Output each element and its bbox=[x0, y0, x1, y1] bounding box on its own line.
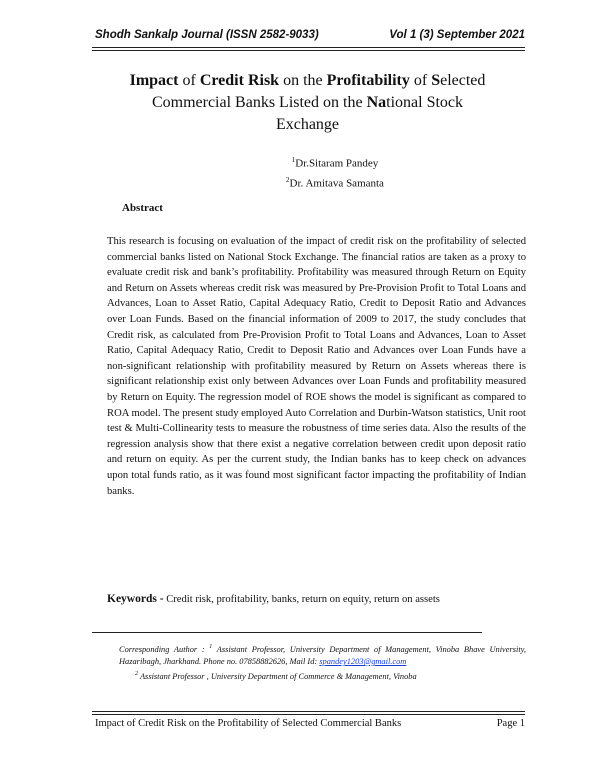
keywords-text: Credit risk, profitability, banks, return on equity, return on assets bbox=[163, 594, 440, 605]
keywords bbox=[107, 591, 526, 608]
footer-title: Impact of Credit Risk on the Profitability of Selected Commercial Banks bbox=[95, 718, 402, 729]
footer-rule bbox=[92, 714, 525, 715]
abstract-text: This research is focusing on evaluation of the impact of credit risk on the profitability of selected commercial banks listed on National Stock Exchange. The financial ratios are taken as a proxy to evaluate credit risk and bank’s profitability. Profitability was measured through Return on Equity and Return on Assets whereas credit risk was measured by Pre-Provision Profit to Total Loans and Advances, Loan to Asset Ratio, Capital Adequacy Ratio, Credit to Deposit Ratio and Advances over Loan Funds. Based on the financial information of 2009 to 2017, the study concludes that Credit risk, as calculated from Pre-Provision Profit to Total Loans and Advances, Loan to Asset Ratio, Capital Adequacy Ratio, Credit to Deposit Ratio and Advances over Loan Funds have a non-significant relationship with profitability measured by Return on Assets whereas there is significant relationship exist only between Advances over Loan Funds and profitability measured by Return on Equity. The regression model of ROE shows the model is significant as compared to ROA model. The present study employed Auto Correlation and Durbin-Watson statistics, Unit root test & Multi-Collinearity tests to measure the robustness of time series data. Also the results of the regression analysis show that there exist a negative correlation between credit upon deposit ratio and return on equity. As per the current study, the Indian banks has to keep check on advances upon total funds ratio, as it was found most significant factor impacting the profitability of Indian banks. bbox=[107, 236, 526, 497]
journal-name: Shodh Sankalp Journal (ISSN 2582-9033) bbox=[95, 29, 319, 41]
page-number: Page 1 bbox=[496, 718, 525, 729]
header-rule bbox=[92, 47, 525, 48]
header-rule-thin bbox=[92, 50, 525, 51]
running-header bbox=[95, 29, 525, 49]
abstract-heading: Abstract bbox=[122, 202, 163, 214]
author-email-link[interactable]: spandey1203@gmail.com bbox=[319, 657, 407, 666]
footnote-1: Corresponding Author : $^1$ Assistant Professor, University Department of Management, Vinoba Bhave University, Hazaribagh, Jharkhand. Phone no. 07858882626, Mail Id: spandey1203@gmail.com bbox=[119, 644, 526, 666]
paper-title: Impact of Credit Risk on the Profitability of Selected Commercial Banks Listed on the National Stock Exchange bbox=[129, 72, 486, 133]
footer-rule-thin bbox=[92, 711, 525, 712]
author-2: $^2$Dr. Amitava Samanta bbox=[286, 175, 384, 190]
running-footer bbox=[95, 718, 525, 729]
footnote-2: $^2$ Assistant Professor , University Department of Commerce & Management, Vinoba bbox=[135, 671, 417, 681]
keywords-label: Keywords - bbox=[107, 593, 164, 605]
author-list bbox=[170, 152, 500, 191]
author-1: $^1$Dr.Sitaram Pandey bbox=[291, 156, 379, 170]
footnotes bbox=[119, 641, 526, 683]
footnote-rule bbox=[92, 632, 482, 633]
volume-info: Vol 1 (3) September 2021 bbox=[389, 29, 525, 41]
